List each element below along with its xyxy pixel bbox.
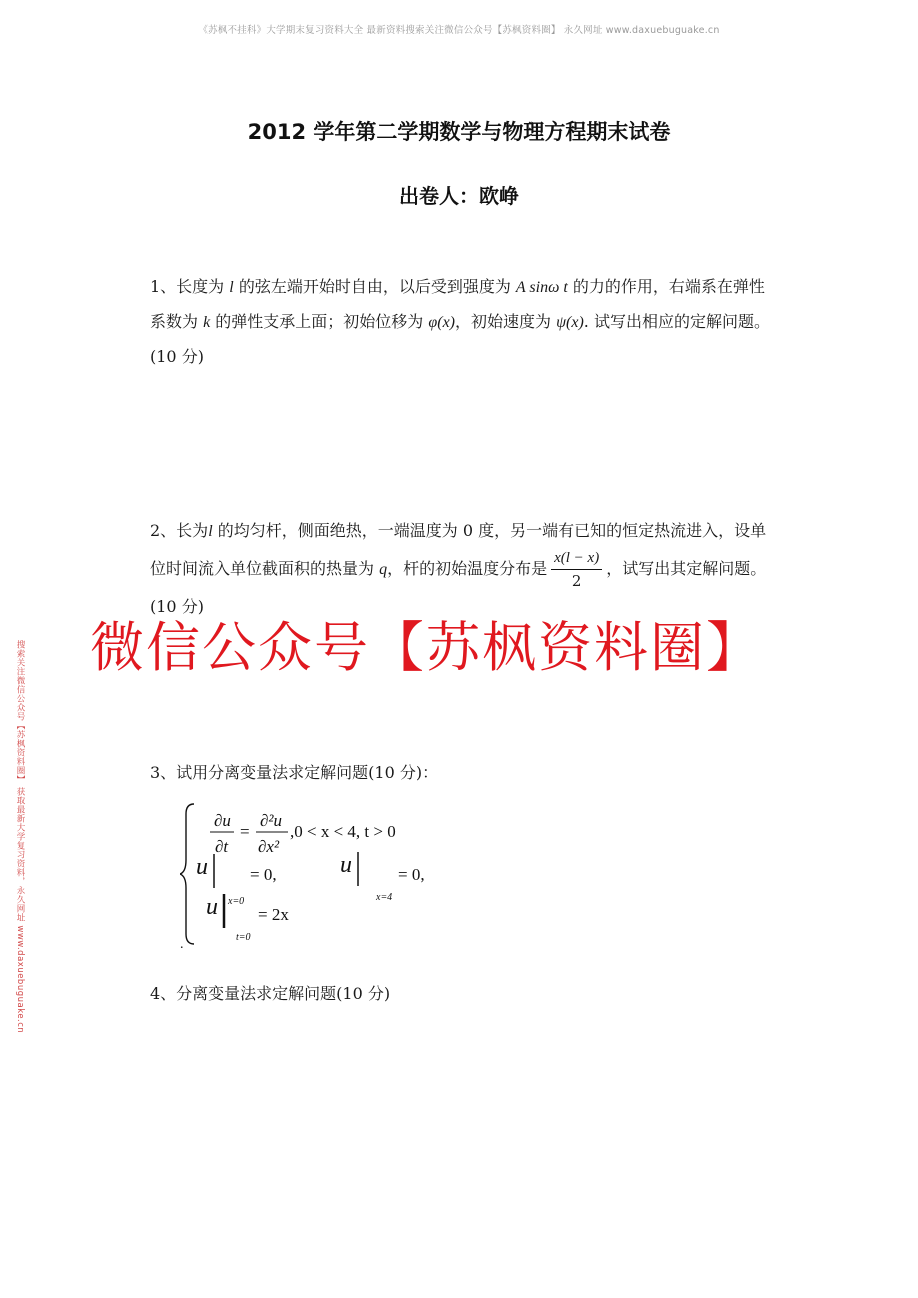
q1-initial-displacement: φ(x) (428, 314, 455, 331)
q1-text-3: 的力的作用，右端系在弹性系数为 (150, 277, 765, 331)
q1-spring-constant: k (203, 314, 211, 331)
ic-u: u (206, 894, 218, 920)
eq1-lhs-den: ∂t (215, 837, 229, 856)
bc2-u: u (340, 852, 352, 878)
q1-initial-velocity: ψ(x) (556, 314, 584, 331)
author-line: 出卷人：欧峥 (399, 184, 519, 208)
bc1-value: = 0, (250, 865, 277, 884)
ic-subscript: t=0 (236, 932, 251, 943)
q1-text-1: 1、长度为 (150, 277, 230, 296)
q2-fraction-denominator: 2 (571, 572, 582, 590)
eq1-lhs-num: ∂u (214, 811, 231, 830)
q2-length-symbol: l (208, 523, 213, 540)
eq1-rhs-den: ∂x² (258, 837, 280, 856)
bc2-subscript: x=4 (376, 892, 393, 903)
watermark-banner: 微信公众号【苏枫资料圈】 (90, 616, 762, 679)
side-note: 搜索关注微信公众号【苏枫资料圈】 获取最新大学复习资料，永久网址 www.daxuebuguake.cn (15, 640, 25, 1034)
ic-value: = 2x (258, 905, 289, 924)
q1-text-2: 的弦左端开始时自由，以后受到强度为 (233, 277, 516, 296)
q3-equation-system (180, 800, 480, 950)
q4-text: 4、分离变量法求定解问题(10 分) (150, 984, 391, 1003)
q2-text-4: ，试写出其定解问题。(10 分) (150, 559, 767, 616)
left-brace-icon (180, 804, 194, 944)
q1-length-symbol: l (229, 279, 234, 296)
q2-fraction-numerator: x(l − x) (551, 549, 602, 570)
header-note: 《苏枫不挂科》大学期末复习资料大全 最新资料搜索关注微信公众号【苏枫资料圈】 永久网址 www.daxuebuguake.cn (198, 25, 720, 36)
q1-force-expression: A sinω t (515, 279, 568, 296)
q2-text-2: 的均匀杆，侧面绝热，一端温度为 0 度，另一端有已知的恒定热流进入，设单位时间流入单位截面积的热量为 (150, 521, 767, 578)
q1-text-4: 的弹性支承上面；初始位移为 (210, 312, 429, 331)
q3-text: 3、试用分离变量法求定解问题(10 分)： (150, 763, 439, 782)
eq1-rhs-num: ∂²u (260, 811, 282, 830)
q1-text-6: . 试写出相应的定解问题。(10 分) (150, 312, 770, 366)
q2-text-3: ，杆的初始温度分布是 (387, 559, 548, 578)
question-3 (150, 756, 772, 790)
eq1-condition: ,0 < x < 4, t > 0 (290, 822, 396, 841)
question-4 (150, 977, 772, 1011)
eq1-equals: = (240, 822, 250, 841)
bc1-u: u (196, 854, 208, 880)
bc1-subscript: x=0 (228, 896, 245, 907)
page-title: 2012 学年第二学期数学与物理方程期末试卷 (247, 120, 671, 144)
q2-heat-flux-symbol: q (379, 561, 388, 578)
q2-text-1: 2、长为 (150, 521, 209, 540)
q1-text-5: ，初始速度为 (455, 312, 557, 331)
bc2-value: = 0, (398, 865, 425, 884)
trailing-dot: . (180, 937, 184, 950)
question-1 (150, 270, 772, 374)
q2-initial-temperature-fraction (551, 549, 602, 590)
